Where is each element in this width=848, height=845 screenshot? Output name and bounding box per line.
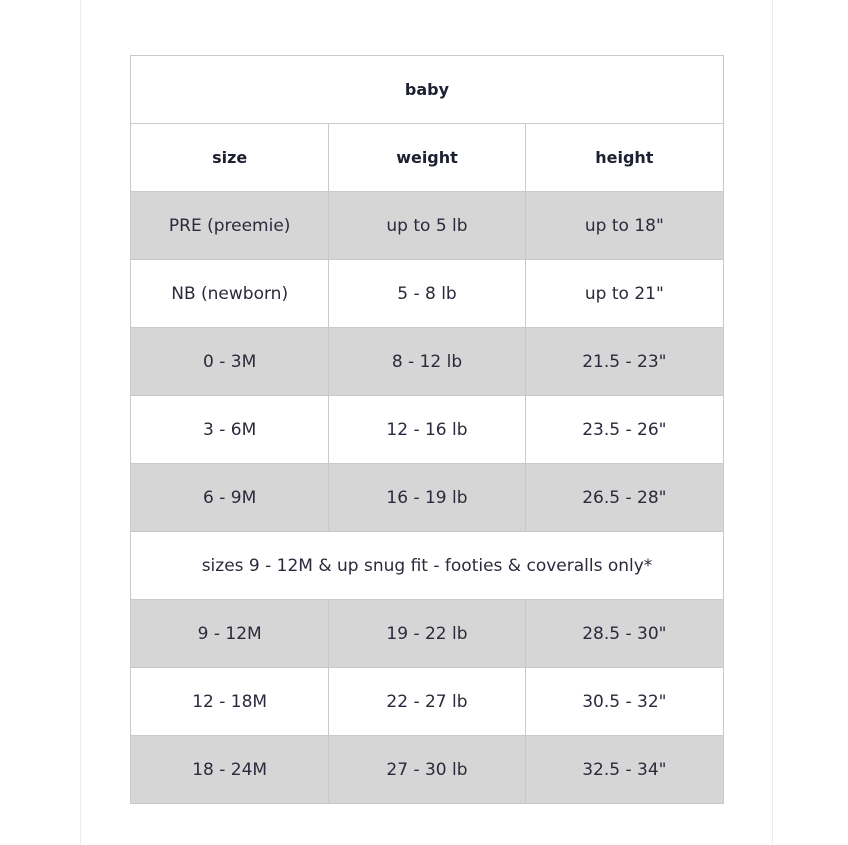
- table-row: [131, 668, 724, 736]
- column-header-height: height: [525, 124, 723, 192]
- header-row: [131, 124, 724, 192]
- size-cell: 6 - 9M: [131, 464, 329, 532]
- note-row: [131, 532, 724, 600]
- content-border-right: [772, 0, 773, 845]
- height-cell: up to 18": [525, 192, 723, 260]
- size-cell: 0 - 3M: [131, 328, 329, 396]
- weight-cell: 12 - 16 lb: [329, 396, 525, 464]
- weight-cell: 19 - 22 lb: [329, 600, 525, 668]
- table-row: [131, 192, 724, 260]
- size-cell: 12 - 18M: [131, 668, 329, 736]
- size-cell: NB (newborn): [131, 260, 329, 328]
- height-cell: 28.5 - 30": [525, 600, 723, 668]
- size-cell: PRE (preemie): [131, 192, 329, 260]
- height-cell: 32.5 - 34": [525, 736, 723, 804]
- size-cell: 3 - 6M: [131, 396, 329, 464]
- height-cell: up to 21": [525, 260, 723, 328]
- height-cell: 30.5 - 32": [525, 668, 723, 736]
- weight-cell: 16 - 19 lb: [329, 464, 525, 532]
- title-row: [131, 56, 724, 124]
- weight-cell: 8 - 12 lb: [329, 328, 525, 396]
- weight-cell: up to 5 lb: [329, 192, 525, 260]
- weight-cell: 27 - 30 lb: [329, 736, 525, 804]
- table-row: [131, 396, 724, 464]
- height-cell: 21.5 - 23": [525, 328, 723, 396]
- table-row: [131, 736, 724, 804]
- column-header-size: size: [131, 124, 329, 192]
- height-cell: 23.5 - 26": [525, 396, 723, 464]
- size-cell: 9 - 12M: [131, 600, 329, 668]
- table-row: [131, 328, 724, 396]
- weight-cell: 5 - 8 lb: [329, 260, 525, 328]
- table-title: baby: [131, 56, 724, 124]
- weight-cell: 22 - 27 lb: [329, 668, 525, 736]
- table-row: [131, 600, 724, 668]
- fit-note: sizes 9 - 12M & up snug fit - footies & coveralls only*: [131, 532, 724, 600]
- height-cell: 26.5 - 28": [525, 464, 723, 532]
- size-cell: 18 - 24M: [131, 736, 329, 804]
- content-border-left: [80, 0, 81, 845]
- table-row: [131, 464, 724, 532]
- column-header-weight: weight: [329, 124, 525, 192]
- table-row: [131, 260, 724, 328]
- size-chart-table: [130, 55, 724, 804]
